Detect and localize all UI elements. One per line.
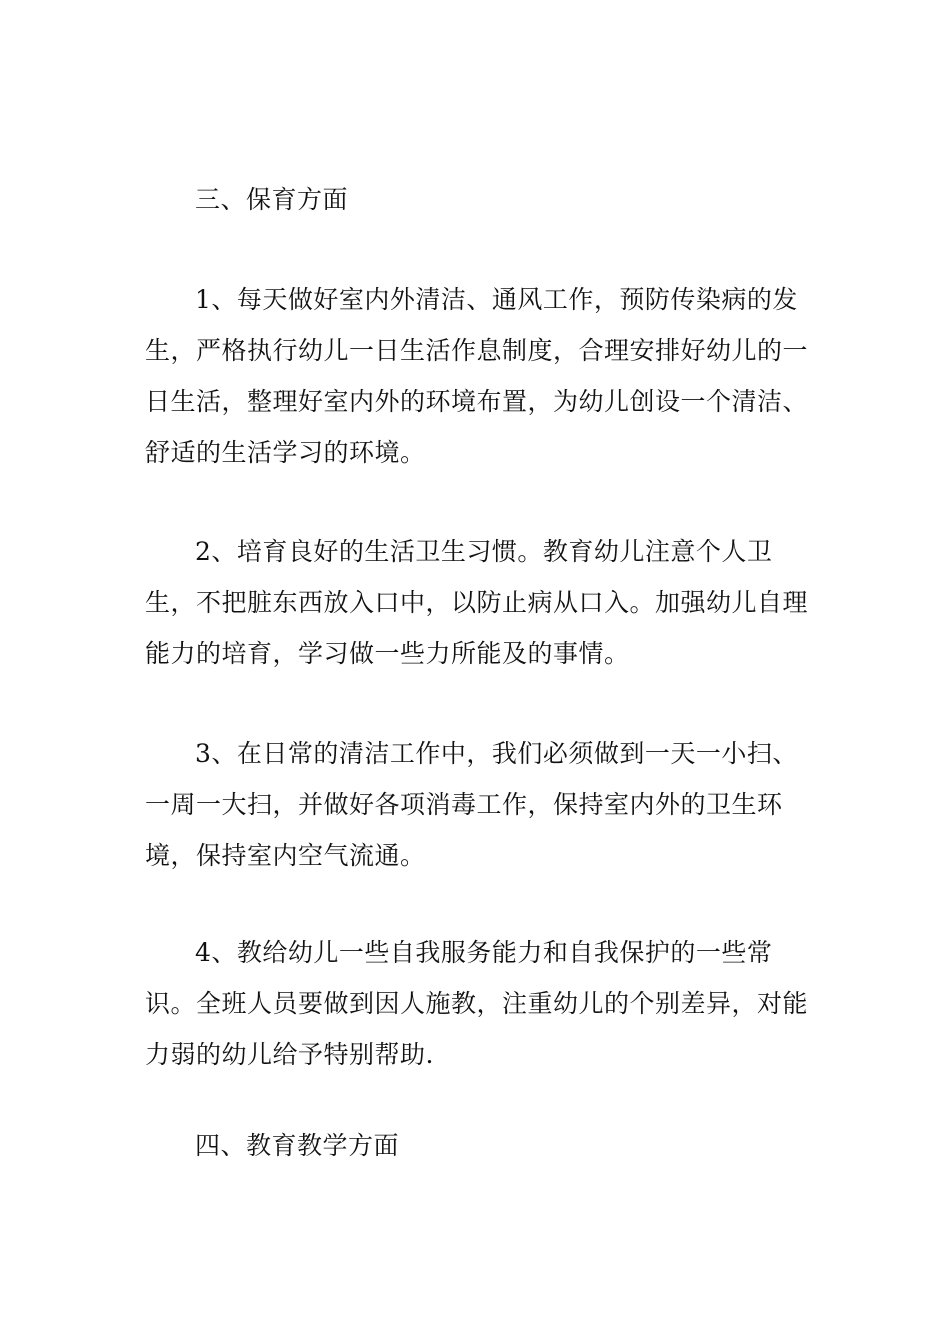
- paragraph-item-4: 4、教给幼儿一些自我服务能力和自我保护的一些常识。全班人员要做到因人施教，注重幼儿的个别差异，对能力弱的幼儿给予特别帮助.: [145, 938, 809, 1069]
- paragraph-item-1: 1、每天做好室内外清洁、通风工作，预防传染病的发生，严格执行幼儿一日生活作息制度，合理安排好幼儿的一日生活，整理好室内外的环境布置，为幼儿创设一个清洁、舒适的生活学习的环境。: [145, 285, 809, 467]
- paragraph-item-3: 3、在日常的清洁工作中，我们必须做到一天一小扫、一周一大扫，并做好各项消毒工作，保持室内外的卫生环境，保持室内空气流通。: [145, 739, 798, 870]
- section-heading-childcare: 三、保育方面: [195, 185, 349, 214]
- paragraph-item-2: 2、培育良好的生活卫生习惯。教育幼儿注意个人卫生，不把脏东西放入口中，以防止病从口入。加强幼儿自理能力的培育，学习做一些力所能及的事情。: [145, 537, 809, 668]
- section-heading-education: 四、教育教学方面: [195, 1131, 400, 1160]
